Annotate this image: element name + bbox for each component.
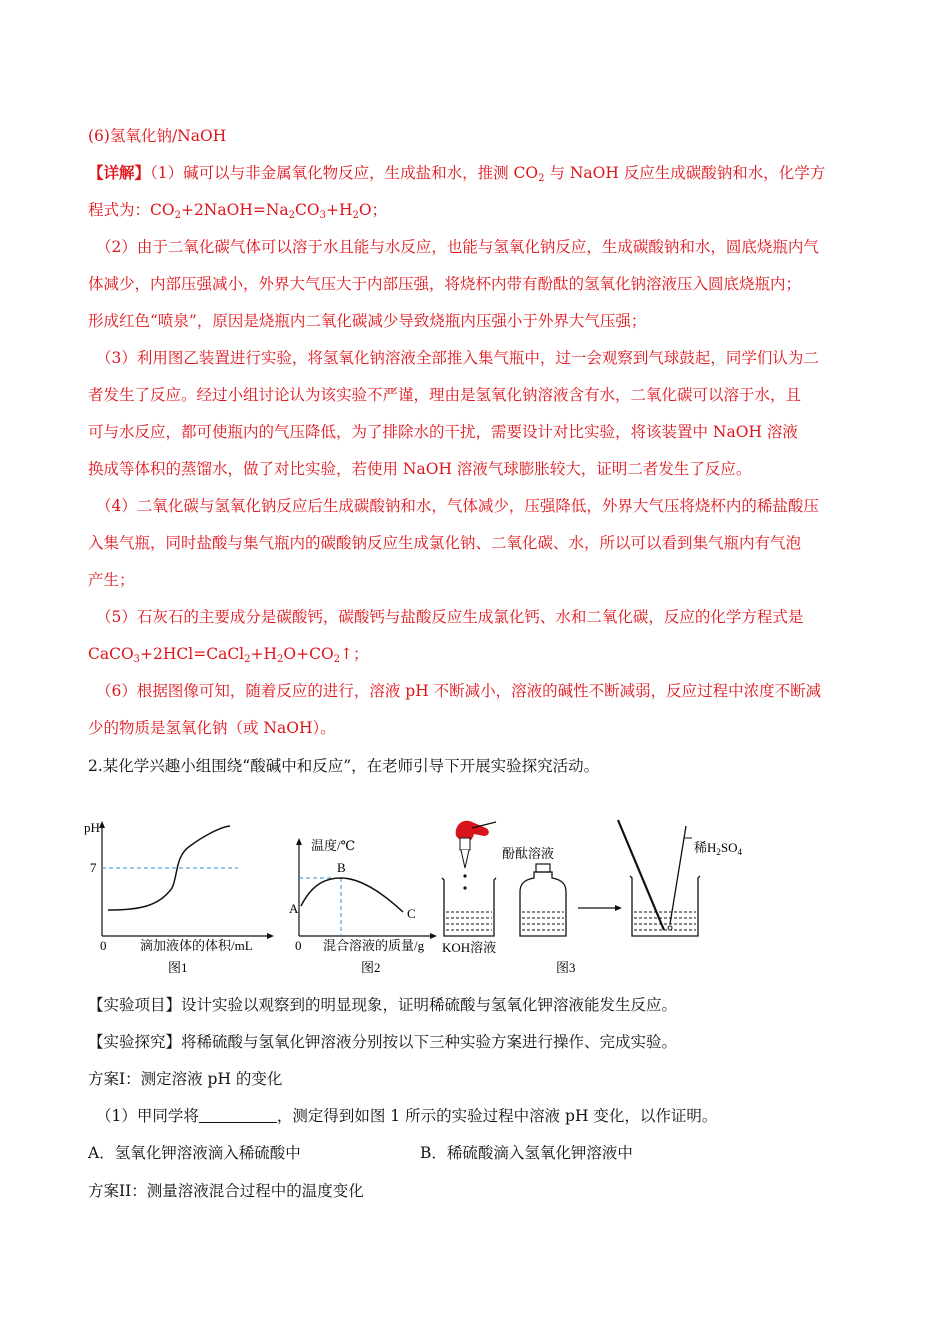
detail-p2-line1: （2）由于二氧化碳气体可以溶于水且能与水反应，也能与氢氧化钠反应，生成碳酸钠和水，圆底烧瓶内气 xyxy=(96,238,819,256)
question-1: （1）甲同学将 ，测定得到如图 1 所示的实验过程中溶液 pH 变化，以作证明。 xyxy=(96,1107,718,1125)
detail-p6-line1: （6）根据图像可知，随着反应的进行，溶液 pH 不断减小，溶液的碱性不断减弱，反应过程中浓度不断减 xyxy=(96,682,822,700)
detail-p3-line1: （3）利用图乙装置进行实验，将氢氧化钠溶液全部推入集气瓶中，过一会观察到气球鼓起，同学们认为二 xyxy=(96,349,819,367)
figure-2 xyxy=(283,818,443,987)
fig2-xlabel: 混合溶液的质量/g xyxy=(323,938,425,953)
detail-p1-line2: 程式为：$CO_2+2NaOH=Na_2CO_3+H_2O$； xyxy=(88,201,388,221)
fig3-label-phenolphthalein: 酚酞溶液 xyxy=(502,846,555,861)
option-a: A．氢氧化钾溶液滴入稀硫酸中 xyxy=(88,1144,301,1162)
detail-p6-line2: 少的物质是氢氧化钠（或 NaOH）。 xyxy=(88,719,336,737)
fig1-tick-7: 7 xyxy=(90,860,97,875)
fig3-label-h2so4: 稀$H_2SO_4$ xyxy=(694,840,743,857)
fig2-point-c: C xyxy=(407,906,416,921)
figure-1 xyxy=(80,818,280,987)
detail-p2-line2: 体减少，内部压强减小，外界大气压大于内部压强，将烧杯内带有酚酞的氢氧化钠溶液压入圆底烧瓶内； xyxy=(88,275,802,293)
detail-p3-line2: 者发生了反应。经过小组讨论认为该实验不严谨，理由是氢氧化钠溶液含有水，二氧化碳可以溶于水，且 xyxy=(88,386,802,404)
detail-tag: 【详解】 xyxy=(88,163,151,182)
fig1-caption: 图1 xyxy=(168,960,188,975)
option-b: B．稀硫酸滴入氢氧化钾溶液中 xyxy=(420,1144,633,1162)
answer-6: (6)氢氧化钠/NaOH xyxy=(88,127,227,145)
plan-1: 方案I：测定溶液 pH 的变化 xyxy=(88,1070,283,1088)
detail-p3-line3: 可与水反应，都可使瓶内的气压降低，为了排除水的干扰，需要设计对比实验，将该装置中 NaOH 溶液 xyxy=(88,423,798,441)
fig1-ylabel: pH xyxy=(84,820,100,835)
detail-p5-line2: $CaCO_3+2HCl=CaCl_2+H_2O+CO_2↑$； xyxy=(88,645,369,665)
plan-2: 方案II：测量溶液混合过程中的温度变化 xyxy=(88,1182,364,1200)
question-2-intro: 2.某化学兴趣小组围绕“酸碱中和反应”，在老师引导下开展实验探究活动。 xyxy=(88,757,600,775)
detail-p5-line1: （5）石灰石的主要成分是碳酸钙，碳酸钙与盐酸反应生成氯化钙、水和二氧化碳，反应的化学方程式是 xyxy=(96,608,804,626)
fig3-label-koh: KOH溶液 xyxy=(442,940,497,955)
fig1-origin: 0 xyxy=(100,938,107,953)
detail-p4-line3: 产生； xyxy=(88,571,135,589)
fig2-origin: 0 xyxy=(295,938,302,953)
detail-p4-line1: （4）二氧化碳与氢氧化钠反应后生成碳酸钠和水，气体减少，压强降低，外界大气压将烧杯内的稀盐酸压 xyxy=(96,497,819,515)
detail-p4-line2: 入集气瓶，同时盐酸与集气瓶内的碳酸钠反应生成氯化钠、二氧化碳、水，所以可以看到集气瓶内有气泡 xyxy=(88,534,802,552)
fig2-ylabel: 温度/℃ xyxy=(311,838,356,853)
detail-p2-line3: 形成红色“喷泉”，原因是烧瓶内二氧化碳减少导致烧瓶内压强小于外界大气压强； xyxy=(88,312,647,330)
figure-3 xyxy=(430,808,780,987)
detail-p1-line1: 【详解】（1）碱可以与非金属氧化物反应，生成盐和水，推测 $CO_2$ 与 NaOH 反应生成碳酸钠和水，化学方 xyxy=(88,163,826,184)
experiment-explore: 【实验探究】将稀硫酸与氢氧化钾溶液分别按以下三种实验方案进行操作、完成实验。 xyxy=(88,1033,678,1051)
detail-p3-line4: 换成等体积的蒸馏水，做了对比实验，若使用 NaOH 溶液气球膨胀较大，证明二者发生了反应。 xyxy=(88,460,752,478)
fig2-caption: 图2 xyxy=(361,960,381,975)
fig3-caption: 图3 xyxy=(556,960,576,975)
fig2-point-a: A xyxy=(289,901,299,916)
experiment-item: 【实验项目】设计实验以观察到的明显现象，证明稀硫酸与氢氧化钾溶液能发生反应。 xyxy=(88,996,678,1014)
answer-blank[interactable] xyxy=(199,1108,277,1123)
fig2-point-b: B xyxy=(337,860,346,875)
fig1-xlabel: 滴加液体的体积/mL xyxy=(140,938,253,953)
